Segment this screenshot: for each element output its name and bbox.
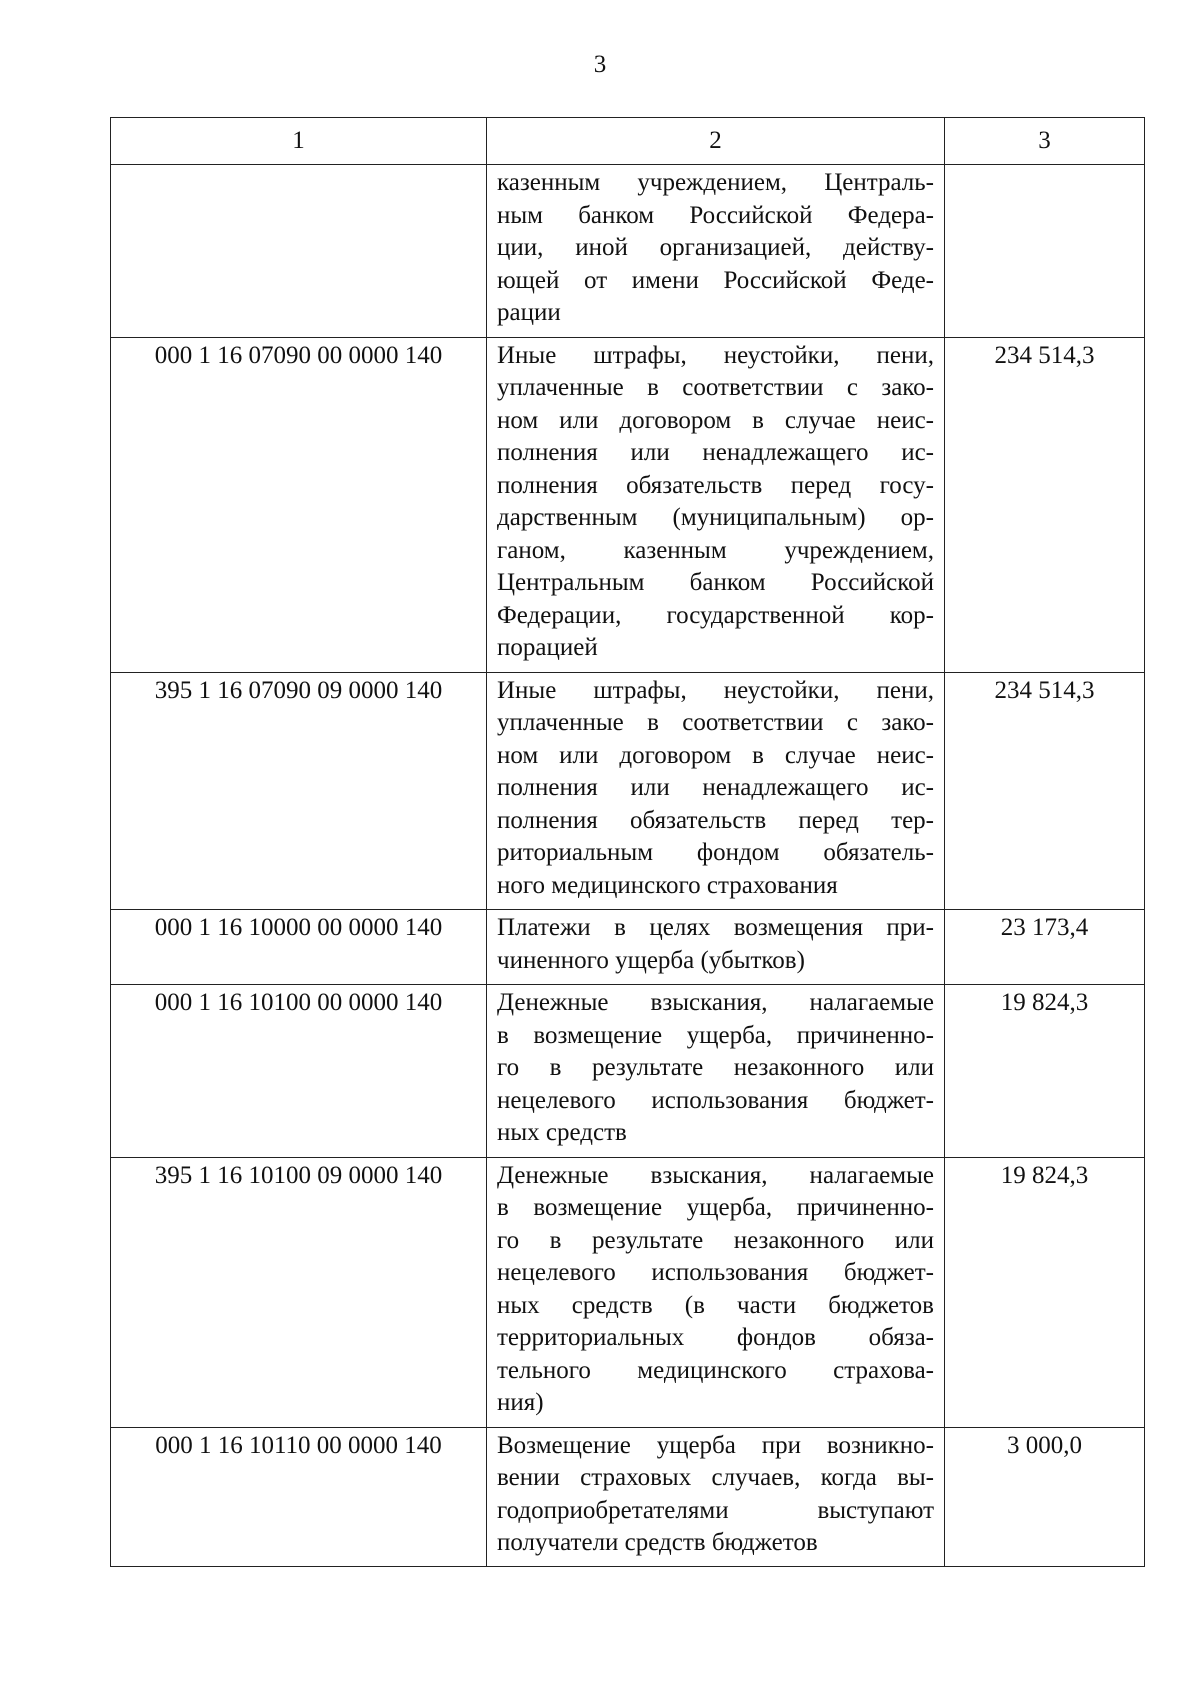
description-line: го в результате незаконного или [497, 1054, 934, 1081]
amount-cell: 3 000,0 [945, 1427, 1145, 1566]
amount-cell: 19 824,3 [945, 985, 1145, 1158]
description-line: в возмещение ущерба, причиненно- [497, 1021, 934, 1049]
table-header [111, 118, 1145, 165]
description-line: ющей от имени Российской Феде- [497, 266, 934, 294]
description-line: Платежи в целях возмещения при- [497, 914, 934, 941]
description-line: нецелевого использования бюджет- [497, 1259, 934, 1286]
description-line: ных средств [497, 1119, 627, 1146]
header-row [111, 118, 1145, 165]
description-line: Федерации, государственной кор- [497, 601, 934, 629]
description-line: полнения или ненадлежащего ис- [497, 439, 934, 466]
description-line: Денежные взыскания, налагаемые [497, 1161, 934, 1189]
description-line: дарственным (муниципальным) ор- [497, 504, 934, 531]
description-line: чиненного ущерба (убытков) [497, 946, 805, 974]
budget-code-cell: 000 1 16 10100 00 0000 140 [111, 985, 487, 1158]
column-header-code: 1 [111, 118, 487, 165]
description-line: получатели средств бюджетов [497, 1529, 818, 1556]
description-line: ным банком Российской Федера- [497, 201, 934, 229]
table-row [111, 910, 1145, 985]
amount-cell: 234 514,3 [945, 672, 1145, 910]
description-cell [487, 672, 945, 910]
table-row [111, 985, 1145, 1158]
description-line: ных средств (в части бюджетов [497, 1291, 934, 1319]
description-line: риториальным фондом обязатель- [497, 839, 934, 866]
description-line: Центральным банком Российской [497, 569, 934, 596]
description-line: уплаченные в соответствии с зако- [497, 374, 934, 401]
table-row [111, 1427, 1145, 1566]
description-cell [487, 985, 945, 1158]
description-cell [487, 337, 945, 672]
description-cell [487, 1427, 945, 1566]
description-line: полнения или ненадлежащего ис- [497, 774, 934, 801]
description-line: тельного медицинского страхова- [497, 1356, 934, 1384]
description-line: Денежные взыскания, налагаемые [497, 989, 934, 1016]
description-line: казенным учреждением, Централь- [497, 169, 934, 196]
description-line: ном или договором в случае неис- [497, 741, 934, 769]
page-number: 3 [593, 51, 607, 78]
column-header-amount: 3 [945, 118, 1145, 165]
description-line: Возмещение ущерба при возникно- [497, 1431, 934, 1459]
description-cell [487, 910, 945, 985]
description-line: Иные штрафы, неустойки, пени, [497, 676, 934, 704]
description-line: Иные штрафы, неустойки, пени, [497, 341, 934, 369]
description-line: рации [497, 299, 561, 326]
description-line: полнения обязательств перед госу- [497, 471, 934, 499]
description-line: го в результате незаконного или [497, 1226, 934, 1254]
budget-revenue-table [110, 117, 1145, 1567]
budget-code-cell: 395 1 16 10100 09 0000 140 [111, 1157, 487, 1427]
description-line: ганом, казенным учреждением, [497, 536, 934, 564]
description-line: полнения обязательств перед тер- [497, 806, 934, 834]
description-line: ции, иной организацией, действу- [497, 234, 934, 261]
description-line: годоприобретателями выступают [497, 1496, 934, 1524]
description-line: порацией [497, 634, 598, 661]
description-line: нецелевого использования бюджет- [497, 1086, 934, 1114]
amount-cell: 23 173,4 [945, 910, 1145, 985]
budget-code-cell: 000 1 16 10000 00 0000 140 [111, 910, 487, 985]
amount-cell [945, 165, 1145, 338]
table-row [111, 337, 1145, 672]
description-line: ного медицинского страхования [497, 871, 838, 899]
column-header-description: 2 [487, 118, 945, 165]
budget-code-cell [111, 165, 487, 338]
description-line: территориальных фондов обяза- [497, 1324, 934, 1351]
table-row [111, 165, 1145, 338]
description-cell [487, 165, 945, 338]
description-line: в возмещение ущерба, причиненно- [497, 1194, 934, 1221]
budget-code-cell: 000 1 16 07090 00 0000 140 [111, 337, 487, 672]
description-cell [487, 1157, 945, 1427]
budget-code-cell: 395 1 16 07090 09 0000 140 [111, 672, 487, 910]
description-line: вении страховых случаев, когда вы- [497, 1464, 934, 1491]
description-line: уплаченные в соответствии с зако- [497, 709, 934, 736]
description-line: ния) [497, 1389, 544, 1416]
budget-code-cell: 000 1 16 10110 00 0000 140 [111, 1427, 487, 1566]
table-body [111, 165, 1145, 1567]
amount-cell: 19 824,3 [945, 1157, 1145, 1427]
table-row [111, 672, 1145, 910]
table-row [111, 1157, 1145, 1427]
description-line: ном или договором в случае неис- [497, 406, 934, 434]
amount-cell: 234 514,3 [945, 337, 1145, 672]
